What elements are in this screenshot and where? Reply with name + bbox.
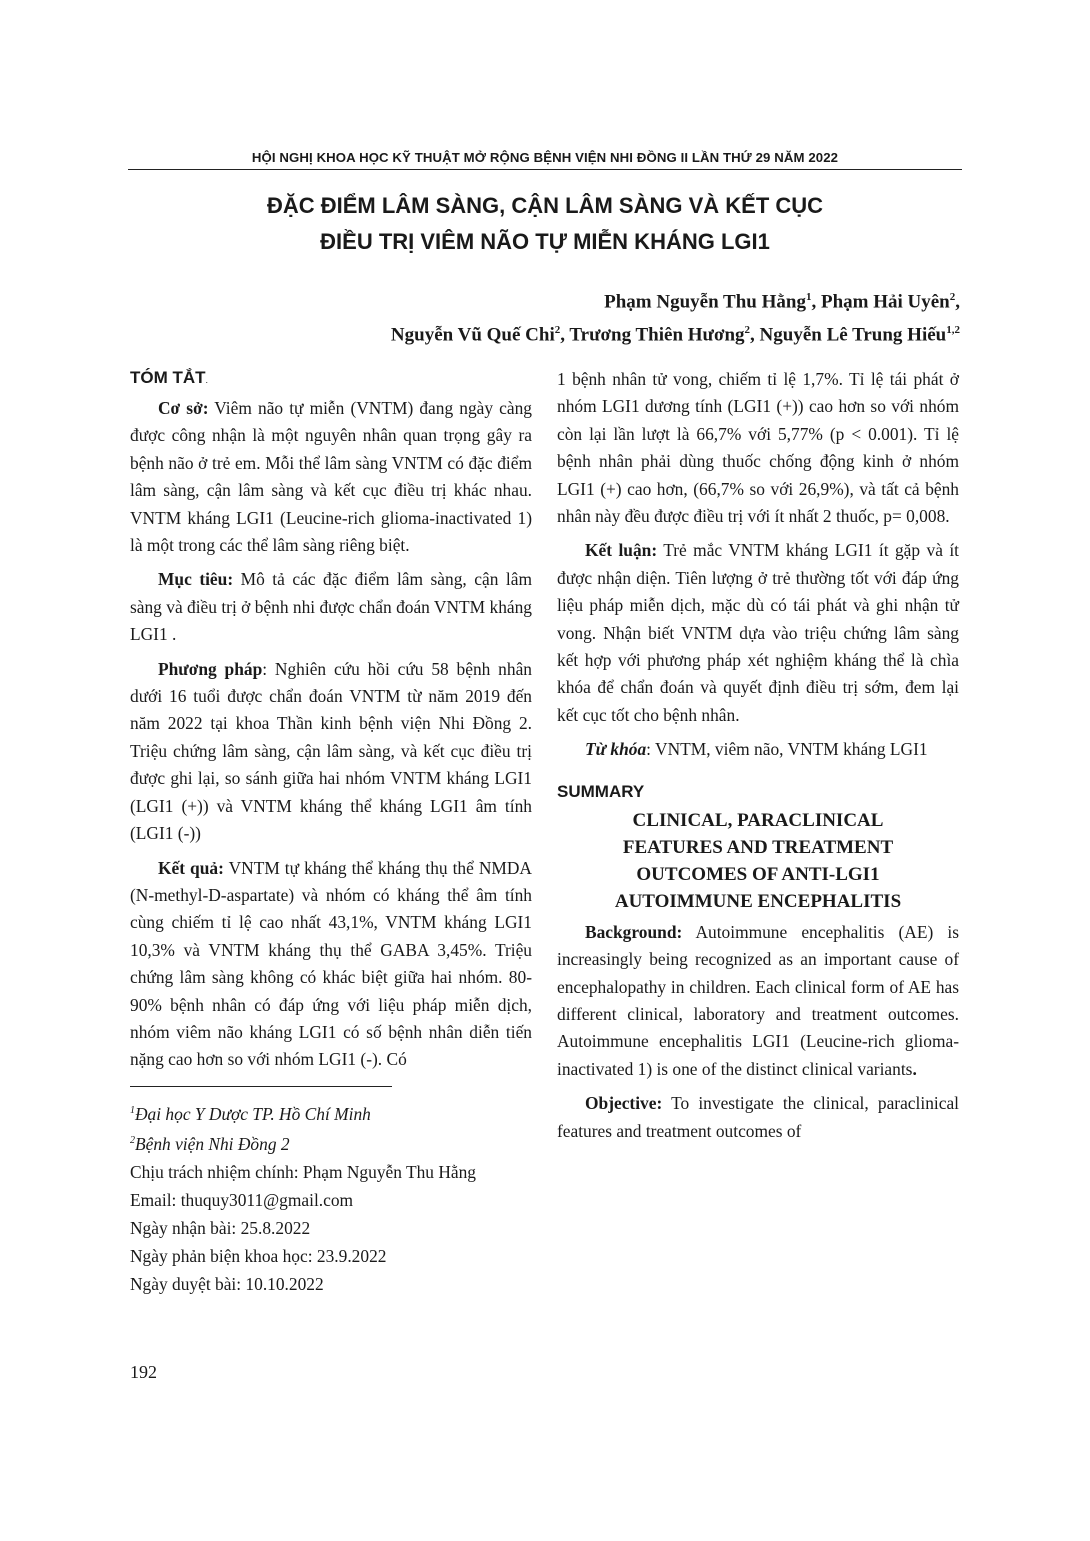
summary-heading: SUMMARY	[557, 781, 645, 801]
abstract-results	[130, 855, 532, 1074]
english-title-line: AUTOIMMUNE ENCEPHALITIS	[614, 890, 902, 912]
separator: ,	[955, 291, 960, 313]
title-line-2: ĐIỀU TRỊ VIÊM NÃO TỰ MIỄN KHÁNG LGI1	[320, 229, 770, 254]
english-title-line: CLINICAL, PARACLINICAL	[632, 809, 884, 831]
right-column	[557, 366, 959, 1152]
text-ketqua: VNTM tự kháng thể kháng thụ thể NMDA (N-methyl-D-aspartate) và nhóm có kháng thể âm tính cùng chiếm tỉ lệ cao nhất 43,1%, VNTM kháng LGI1 10,3% và VNTM kháng thụ thể GABA 3,45%. Triệu chứng lâm sàng không có khác biệt giữa hai nhóm. 80-90% bệnh nhân có đáp ứng với liệu pháp miễn dịch, nhóm viêm não kháng LGI1 có số bệnh nhân diễn tiến nặng cao hơn so với nhóm LGI1 (-). Có	[130, 857, 532, 1070]
english-title-line: OUTCOMES OF ANTI-LGI1	[636, 863, 880, 885]
abstract-heading	[130, 366, 532, 392]
footnote-text: Bệnh viện Nhi Đồng 2	[135, 1134, 290, 1155]
affiliation-marker: 1,2	[946, 324, 960, 337]
footnote-accepted: Ngày duyệt bài: 10.10.2022	[130, 1274, 324, 1295]
label-phuongphap: Phương pháp	[158, 658, 263, 679]
footnote-affiliation-2	[130, 1128, 532, 1159]
running-header: HỘI NGHỊ KHOA HỌC KỸ THUẬT MỞ RỘNG BỆNH VIỆN NHI ĐỒNG II LẦN THỨ 29 NĂM 2022	[251, 150, 839, 165]
label-muctieu: Mục tiêu:	[158, 569, 234, 590]
abstract-keywords	[557, 736, 959, 763]
footnote-reviewed: Ngày phản biện khoa học: 23.9.2022	[130, 1246, 387, 1267]
author-list	[391, 283, 960, 350]
author-name: Phạm Nguyễn Thu Hằng	[604, 291, 806, 313]
title-line-1: ĐẶC ĐIỂM LÂM SÀNG, CẬN LÂM SÀNG VÀ KẾT CỤC	[266, 193, 824, 218]
author-line-2	[391, 316, 960, 349]
background-dot: .	[912, 1058, 917, 1079]
abstract-methods	[130, 656, 532, 848]
text-muctieu: Mô tả các đặc điểm lâm sàng, cận lâm sàng và điều trị ở bệnh nhi được chẩn đoán VNTM kháng LGI1 .	[130, 569, 532, 645]
footnote-marker: 2	[130, 1135, 135, 1147]
article-title	[128, 188, 962, 260]
label-coso: Cơ sở:	[158, 398, 209, 418]
text-background: Autoimmune encephalitis (AE) is increasingly being recognized as an important cause of encephalopathy in children. Each clinical form of AE has different clinical, laboratory and treatment outcomes. Autoimmune encephalitis LGI1 (Leucine-rich glioma-inactivated 1) is one of the distinct clinical variants	[557, 921, 959, 1079]
footnote-rule	[130, 1086, 392, 1087]
left-column	[130, 366, 532, 1298]
footnote-affiliation-1	[130, 1097, 532, 1128]
author-line-1	[391, 283, 960, 316]
author-name: , Trương Thiên Hương	[560, 324, 745, 346]
author-name: Nguyễn Vũ Quế Chi	[390, 324, 555, 346]
summary-background	[557, 919, 959, 1083]
affiliation-marker: 2	[744, 324, 751, 337]
footnote-marker: 1	[130, 1104, 135, 1116]
header-rule	[128, 169, 962, 170]
affiliation-marker: 2	[554, 324, 561, 337]
abstract-results-continued: 1 bệnh nhân tử vong, chiếm tỉ lệ 1,7%. Tỉ lệ tái phát ở nhóm LGI1 dương tính (LGI1 (+)) cao hơn so với nhóm còn lại lần lượt là 66,7% với 5,77% (p < 0.001). Tỉ lệ bệnh nhân phải dùng thuốc chống động kinh ở nhóm LGI1 (+) cao hơn, (66,7% so với 26,9%), và tất cả bệnh nhân này đều được điều trị với ít nhất 2 thuốc, p= 0,008.	[557, 369, 959, 527]
affiliation-marker: 2	[949, 291, 956, 303]
abstract-objective	[130, 566, 532, 648]
text-tukhoa: : VNTM, viêm não, VNTM kháng LGI1	[646, 739, 928, 760]
label-objective: Objective:	[585, 1093, 663, 1114]
abstract-background	[130, 395, 532, 559]
author-name: , Phạm Hải Uyên	[811, 291, 950, 313]
english-title	[557, 807, 959, 915]
author-name: , Nguyễn Lê Trung Hiếu	[750, 324, 947, 346]
abstract-heading-text: TÓM TẮT	[130, 368, 206, 387]
heading-dot: .	[205, 375, 209, 385]
footnote-responsible: Chịu trách nhiệm chính: Phạm Nguyễn Thu Hằng	[130, 1162, 476, 1183]
label-ketluan: Kết luận:	[585, 540, 658, 561]
english-title-line: FEATURES AND TREATMENT	[622, 836, 894, 858]
affiliation-marker: 1	[805, 291, 812, 303]
text-phuongphap: : Nghiên cứu hồi cứu 58 bệnh nhân dưới 16 tuổi được chẩn đoán VNTM từ năm 2019 đến năm 2022 tại khoa Thần kinh bệnh viện Nhi Đồng 2. Triệu chứng lâm sàng, cận lâm sàng, và kết cục điều trị được ghi lại, so sánh giữa hai nhóm VNTM kháng LGI1 (LGI1 (+)) và VNTM kháng thể kháng LGI1 âm tính (LGI1 (-))	[130, 658, 532, 844]
text-objective: To investigate the clinical, paraclinical features and treatment outcomes of	[557, 1093, 959, 1141]
label-background: Background:	[585, 921, 683, 942]
summary-objective	[557, 1090, 959, 1145]
label-tukhoa: Từ khóa	[585, 739, 647, 760]
page-number: 192	[130, 1362, 157, 1382]
text-ketluan: Trẻ mắc VNTM kháng LGI1 ít gặp và ít được nhận diện. Tiên lượng ở trẻ thường tốt với đáp ứng liệu pháp miễn dịch, mặc dù có tái phát và ghi nhận tử vong. Nhận biết VNTM dựa vào triệu chứng lâm sàng kết hợp với phương pháp xét nghiệm kháng thể là chìa khóa để chẩn đoán và quyết định điều trị sớm, đem lại kết cục tốt cho bệnh nhân.	[557, 540, 959, 725]
footnote-email: Email: thuquy3011@gmail.com	[130, 1190, 354, 1211]
footnote-text: Đại học Y Dược TP. Hồ Chí Minh	[135, 1103, 371, 1124]
text-coso: Viêm não tự miễn (VNTM) đang ngày càng được công nhận là một nguyên nhân quan trọng gây ra bệnh não ở trẻ em. Mỗi thể lâm sàng VNTM có đặc điểm lâm sàng, cận lâm sàng và kết cục điều trị khác nhau. VNTM kháng LGI1 (Leucine-rich glioma-inactivated 1) là một trong các thể lâm sàng riêng biệt.	[130, 398, 533, 556]
footnote-received: Ngày nhận bài: 25.8.2022	[130, 1218, 311, 1239]
label-ketqua: Kết quả:	[158, 857, 224, 878]
abstract-conclusion	[557, 537, 959, 729]
